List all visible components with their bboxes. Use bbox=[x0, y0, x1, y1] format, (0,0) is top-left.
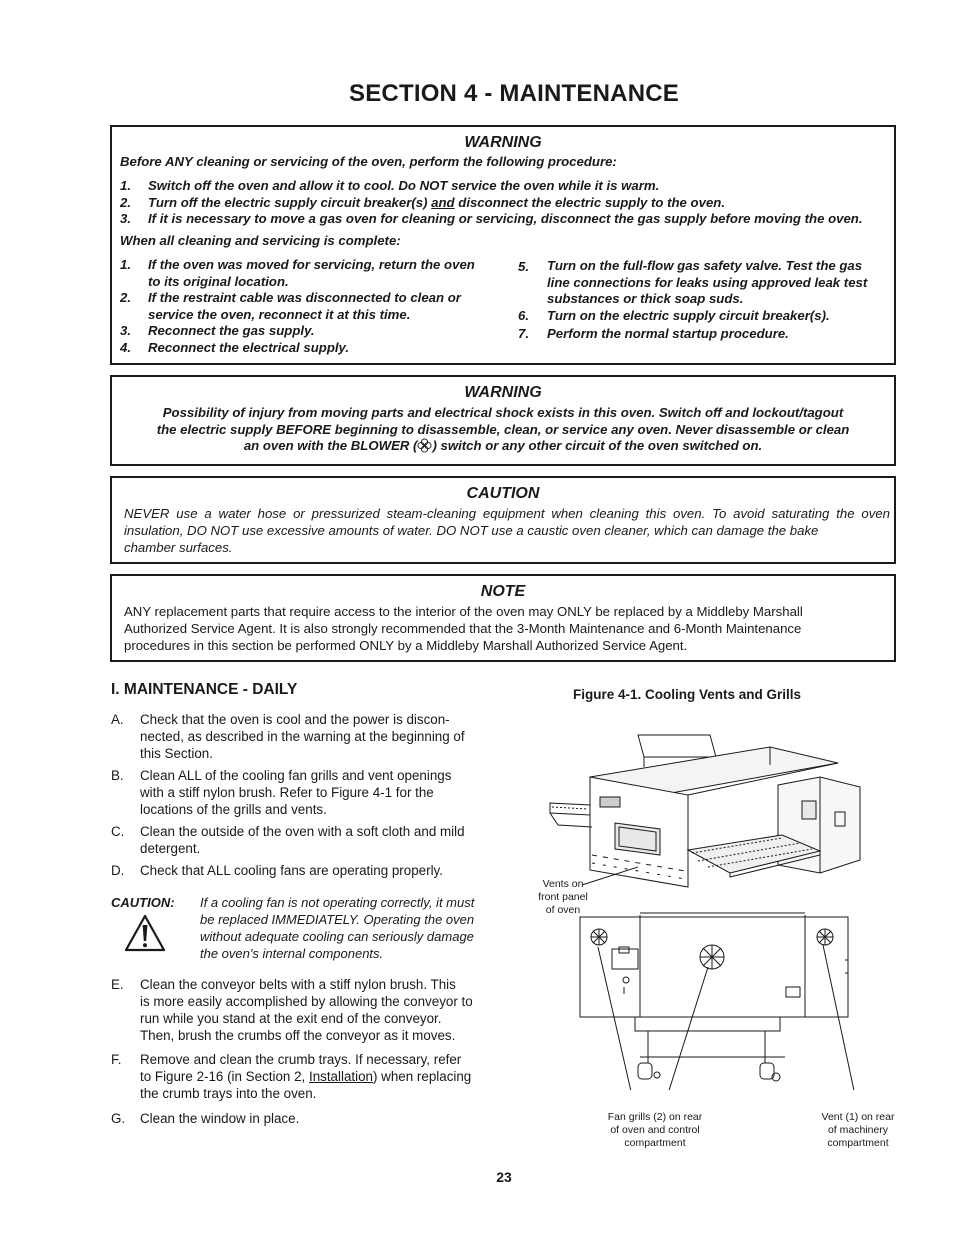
warning-line: Possibility of injury from moving parts and electrical shock exists in this oven. Switch off and lockout/tagout bbox=[162, 405, 844, 420]
page-number: 23 bbox=[496, 1169, 512, 1185]
figure-caption: Figure 4-1. Cooling Vents and Grills bbox=[573, 687, 802, 702]
caution-title: CAUTION bbox=[466, 485, 540, 502]
complete-step-2: 2. If the restraint cable was disconnected to clean or service the oven, reconnect it at this time. bbox=[120, 290, 461, 322]
section-title: SECTION 4 - MAINTENANCE bbox=[349, 80, 679, 107]
list-item: F. Remove and clean the crumb trays. If necessary, refer to Figure 2-16 (in Section 2, Installation) when replacing the crumb trays into the oven. bbox=[111, 1052, 472, 1101]
caution-line: insulation, DO NOT use excessive amounts of water. DO NOT use a caustic oven cleaner, which can damage the bake bbox=[124, 523, 819, 538]
caution-line: NEVER use a water hose or pressurized steam-cleaning equipment when cleaning this oven. To avoid saturating the oven bbox=[124, 506, 890, 521]
list-item: A. Check that the oven is cool and the power is discon- nected, as described in the warning at the beginning of this Section. bbox=[111, 712, 465, 761]
list-item: D. Check that ALL cooling fans are operating properly. bbox=[111, 863, 443, 878]
complete-step-1: 1. If the oven was moved for servicing, return the oven to its original location. bbox=[120, 257, 475, 289]
complete-intro: When all cleaning and servicing is complete: bbox=[120, 233, 401, 248]
label-rear-vent: Vent (1) on rear of machinery compartment bbox=[821, 1111, 895, 1149]
caution-label: CAUTION: bbox=[111, 895, 175, 910]
warning-title: WARNING bbox=[464, 134, 542, 151]
caution-line: chamber surfaces. bbox=[124, 540, 233, 555]
label-fan-grills: Fan grills (2) on rear of oven and control compartment bbox=[607, 1111, 703, 1149]
warning-line: an oven with the BLOWER ( ) switch or any other circuit of the oven switched on. bbox=[243, 438, 763, 453]
note-box bbox=[110, 574, 896, 662]
warning-intro: Before ANY cleaning or servicing of the oven, perform the following procedure: bbox=[120, 154, 617, 169]
list-item: G. Clean the window in place. bbox=[111, 1111, 300, 1126]
note-line: Authorized Service Agent. It is also strongly recommended that the 3-Month Maintenance and 6-Month Maintenance bbox=[124, 621, 802, 636]
list-item: E. Clean the conveyor belts with a stiff nylon brush. This is more easily accomplished by allowing the conveyor to run while you stand at the exit end of the conveyor. Then, brush the crumbs off the conveyor as it moves. bbox=[111, 977, 473, 1043]
label-front-vents: Vents on front panel of oven bbox=[538, 878, 588, 916]
caution-box bbox=[110, 476, 896, 564]
daily-maintenance-heading: I. MAINTENANCE - DAILY bbox=[111, 681, 298, 698]
note-title: NOTE bbox=[480, 583, 526, 600]
warning-box-procedure: WARNING Before ANY cleaning or servicing of the oven, perform the following procedure: 1. Switch off the oven and allow it to cool. Do NOT service the oven while it is warm. 2. Turn off the electric supply circuit breaker(s) and disconnect the electric supply to the oven. 3. If it is necessary to move a gas oven for cleaning or servicing, disconnect the gas supply before moving the oven. When all cleaning and servicing is complete: 1. If the oven was moved for servicing, return the oven to its original location. 2. If the restraint cable was disconnected to clean or service the oven, reconnect it at this time. 3. Reconnect the gas supply. 4. Reconnect the electrical supply. 5. Turn on the full-flow gas safety valve. Test the gas line connections for leaks using approved leak test substances or thick soap suds. 6. Turn on the electric supply circuit breaker(s). 7. Perform the normal startup procedure. bbox=[110, 125, 896, 365]
fan-caution: CAUTION: If a cooling fan is not operating correctly, it must be replaced IMMEDIATELY. Operating the oven without adequate cooling can seriously damage the oven's internal components. bbox=[111, 895, 475, 961]
list-item: C. Clean the outside of the oven with a soft cloth and mild detergent. bbox=[111, 824, 465, 856]
warning-box-shock bbox=[110, 375, 896, 466]
warning-line: the electric supply BEFORE beginning to disassemble, clean, or service any oven. Never disassemble or clean bbox=[156, 421, 850, 437]
blower-fan-icon bbox=[417, 438, 432, 453]
list-item: B. Clean ALL of the cooling fan grills and vent openings with a stiff nylon brush. Refer to Figure 4-1 for the locations of the grills and vents. bbox=[111, 768, 452, 817]
installation-link: Installation bbox=[308, 1069, 373, 1084]
complete-step-5: 5. Turn on the full-flow gas safety valve. Test the gas line connections for leaks using approved leak test substances or thick soap suds. bbox=[518, 258, 868, 306]
note-line: procedures in this section be performed ONLY by a Middleby Marshall Authorized Service Agent. bbox=[124, 638, 688, 653]
warning-triangle-icon bbox=[124, 914, 166, 952]
daily-list bbox=[111, 711, 495, 1141]
note-line: ANY replacement parts that require access to the interior of the oven may ONLY be replaced by a Middleby Marshall bbox=[124, 604, 803, 619]
warning-title: WARNING bbox=[464, 384, 542, 401]
